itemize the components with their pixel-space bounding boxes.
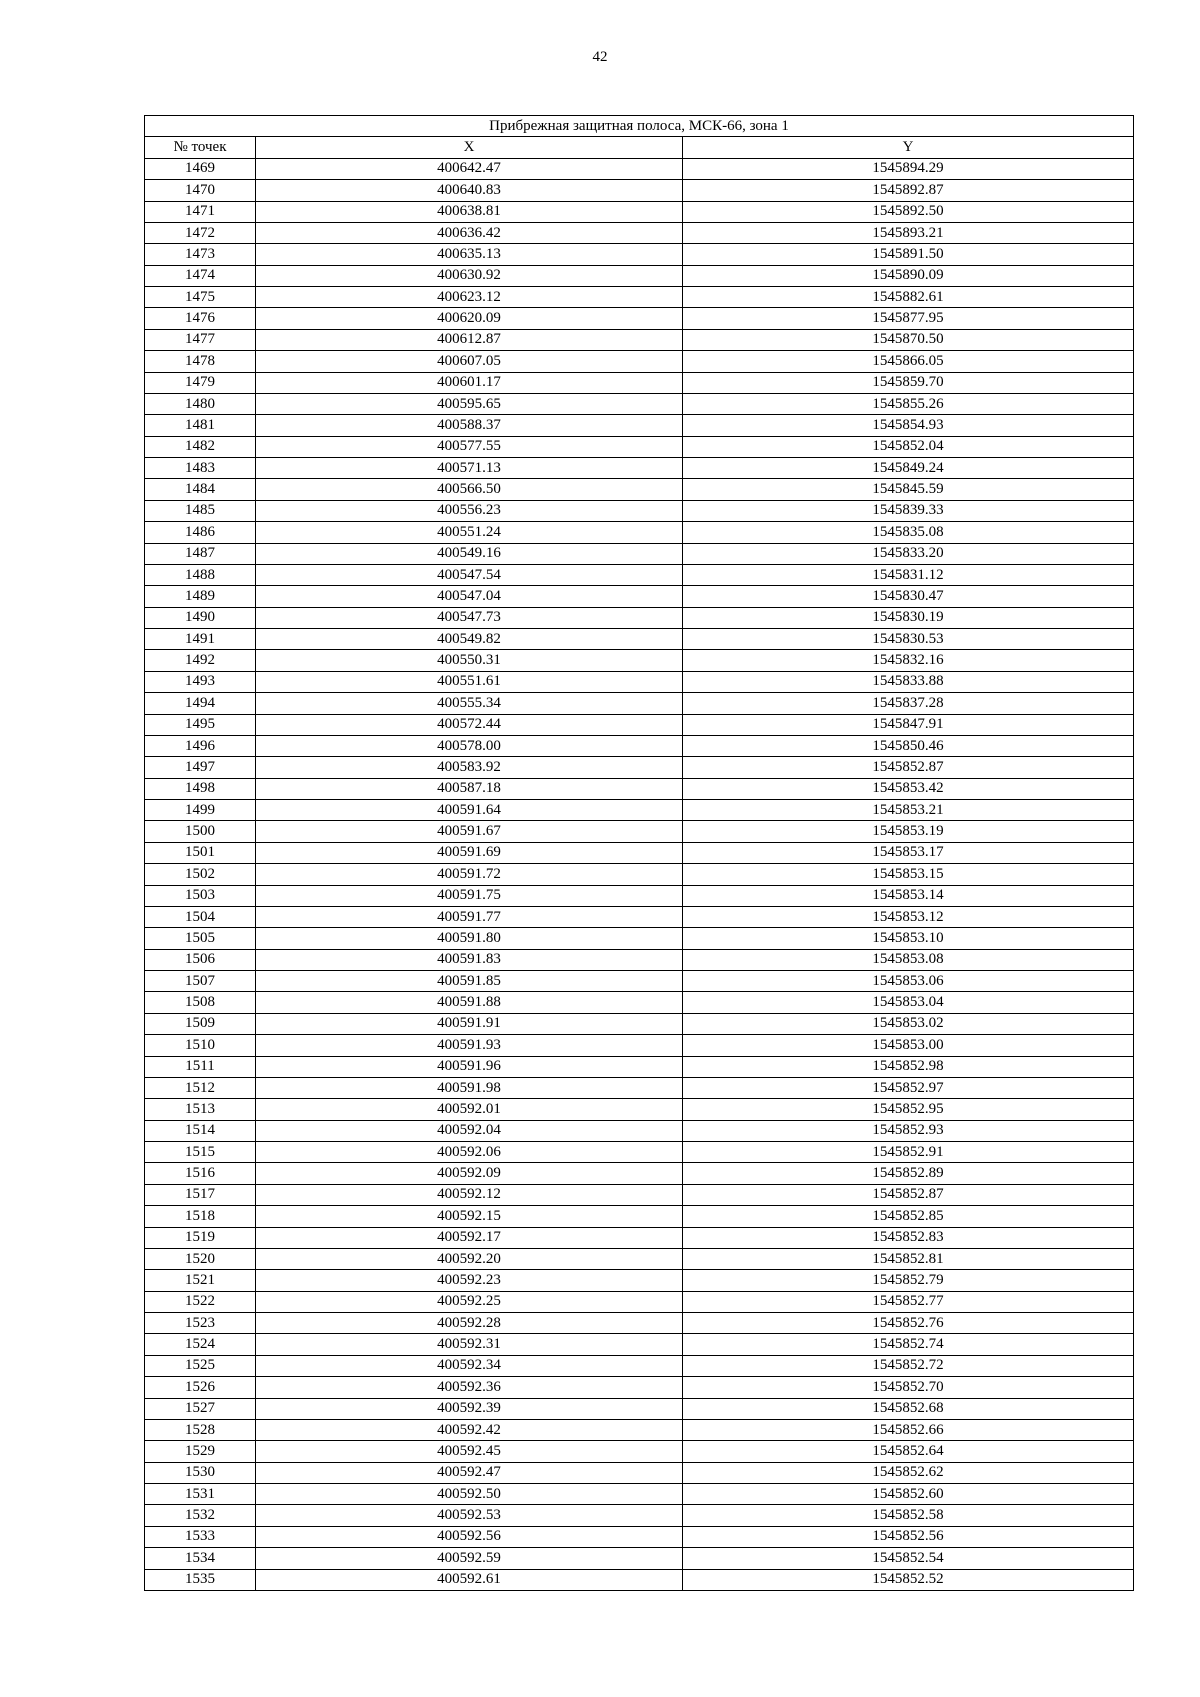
table-row (145, 1548, 1134, 1569)
x-cell: 400607.05 (256, 351, 683, 372)
table-row (145, 458, 1134, 479)
table-row (145, 1206, 1134, 1227)
coordinates-table (144, 115, 1134, 1591)
point-number-cell: 1525 (145, 1355, 256, 1376)
x-cell: 400577.55 (256, 436, 683, 457)
x-cell: 400591.93 (256, 1035, 683, 1056)
y-cell: 1545830.19 (683, 607, 1134, 628)
x-cell: 400549.16 (256, 543, 683, 564)
table-row (145, 1142, 1134, 1163)
point-number-cell: 1520 (145, 1248, 256, 1269)
point-number-cell: 1514 (145, 1120, 256, 1141)
point-number-cell: 1503 (145, 885, 256, 906)
x-cell: 400592.20 (256, 1248, 683, 1269)
table-row (145, 671, 1134, 692)
table-row (145, 778, 1134, 799)
point-number-cell: 1530 (145, 1462, 256, 1483)
table-row (145, 714, 1134, 735)
table-row (145, 992, 1134, 1013)
y-cell: 1545852.85 (683, 1206, 1134, 1227)
y-cell: 1545852.93 (683, 1120, 1134, 1141)
table-row (145, 629, 1134, 650)
table-row (145, 1569, 1134, 1590)
x-cell: 400549.82 (256, 629, 683, 650)
y-cell: 1545852.64 (683, 1441, 1134, 1462)
y-cell: 1545892.87 (683, 180, 1134, 201)
point-number-cell: 1522 (145, 1291, 256, 1312)
table-body (145, 158, 1134, 1590)
x-cell: 400592.31 (256, 1334, 683, 1355)
point-number-cell: 1512 (145, 1077, 256, 1098)
x-cell: 400592.12 (256, 1184, 683, 1205)
table-row (145, 1248, 1134, 1269)
table-row (145, 415, 1134, 436)
table-row (145, 158, 1134, 179)
x-cell: 400547.04 (256, 586, 683, 607)
page-number: 42 (592, 49, 608, 65)
y-cell: 1545892.50 (683, 201, 1134, 222)
x-cell: 400592.61 (256, 1569, 683, 1590)
table-row (145, 885, 1134, 906)
table-row (145, 1355, 1134, 1376)
point-number-cell: 1521 (145, 1270, 256, 1291)
y-cell: 1545852.58 (683, 1505, 1134, 1526)
x-cell: 400591.77 (256, 906, 683, 927)
point-number-cell: 1524 (145, 1334, 256, 1355)
table-row (145, 1077, 1134, 1098)
y-cell: 1545830.47 (683, 586, 1134, 607)
point-number-cell: 1477 (145, 329, 256, 350)
table-row (145, 201, 1134, 222)
x-cell: 400620.09 (256, 308, 683, 329)
x-cell: 400592.39 (256, 1398, 683, 1419)
table-row (145, 1291, 1134, 1312)
x-cell: 400592.34 (256, 1355, 683, 1376)
x-cell: 400592.25 (256, 1291, 683, 1312)
table-row (145, 244, 1134, 265)
x-cell: 400591.88 (256, 992, 683, 1013)
table-row (145, 265, 1134, 286)
point-number-cell: 1487 (145, 543, 256, 564)
y-cell: 1545852.62 (683, 1462, 1134, 1483)
point-number-cell: 1482 (145, 436, 256, 457)
point-number-cell: 1518 (145, 1206, 256, 1227)
y-cell: 1545852.79 (683, 1270, 1134, 1291)
point-number-cell: 1535 (145, 1569, 256, 1590)
y-cell: 1545852.04 (683, 436, 1134, 457)
point-number-cell: 1516 (145, 1163, 256, 1184)
x-cell: 400551.61 (256, 671, 683, 692)
table-row (145, 564, 1134, 585)
x-cell: 400592.45 (256, 1441, 683, 1462)
point-number-cell: 1491 (145, 629, 256, 650)
y-cell: 1545893.21 (683, 222, 1134, 243)
y-cell: 1545882.61 (683, 287, 1134, 308)
y-cell: 1545830.53 (683, 629, 1134, 650)
table-header-row (145, 137, 1134, 158)
x-cell: 400592.50 (256, 1484, 683, 1505)
point-number-cell: 1533 (145, 1526, 256, 1547)
point-number-cell: 1523 (145, 1313, 256, 1334)
table-row (145, 1462, 1134, 1483)
point-number-cell: 1529 (145, 1441, 256, 1462)
table-row (145, 650, 1134, 671)
y-cell: 1545852.87 (683, 1184, 1134, 1205)
y-cell: 1545839.33 (683, 500, 1134, 521)
x-cell: 400591.91 (256, 1013, 683, 1034)
y-cell: 1545855.26 (683, 393, 1134, 414)
point-number-cell: 1497 (145, 757, 256, 778)
y-cell: 1545835.08 (683, 522, 1134, 543)
point-number-cell: 1476 (145, 308, 256, 329)
point-number-cell: 1499 (145, 800, 256, 821)
header-x: X (256, 137, 683, 158)
point-number-cell: 1496 (145, 735, 256, 756)
y-cell: 1545831.12 (683, 564, 1134, 585)
point-number-cell: 1515 (145, 1142, 256, 1163)
x-cell: 400591.98 (256, 1077, 683, 1098)
y-cell: 1545852.77 (683, 1291, 1134, 1312)
y-cell: 1545852.70 (683, 1377, 1134, 1398)
y-cell: 1545850.46 (683, 735, 1134, 756)
y-cell: 1545852.95 (683, 1099, 1134, 1120)
x-cell: 400591.83 (256, 949, 683, 970)
x-cell: 400642.47 (256, 158, 683, 179)
point-number-cell: 1502 (145, 864, 256, 885)
x-cell: 400595.65 (256, 393, 683, 414)
y-cell: 1545890.09 (683, 265, 1134, 286)
point-number-cell: 1469 (145, 158, 256, 179)
y-cell: 1545859.70 (683, 372, 1134, 393)
table-row (145, 586, 1134, 607)
point-number-cell: 1510 (145, 1035, 256, 1056)
x-cell: 400578.00 (256, 735, 683, 756)
y-cell: 1545853.02 (683, 1013, 1134, 1034)
table-row (145, 1441, 1134, 1462)
point-number-cell: 1513 (145, 1099, 256, 1120)
x-cell: 400555.34 (256, 693, 683, 714)
table-row (145, 1484, 1134, 1505)
x-cell: 400591.75 (256, 885, 683, 906)
x-cell: 400592.53 (256, 1505, 683, 1526)
table-row (145, 949, 1134, 970)
y-cell: 1545852.56 (683, 1526, 1134, 1547)
point-number-cell: 1509 (145, 1013, 256, 1034)
point-number-cell: 1494 (145, 693, 256, 714)
y-cell: 1545852.54 (683, 1548, 1134, 1569)
x-cell: 400551.24 (256, 522, 683, 543)
y-cell: 1545853.17 (683, 842, 1134, 863)
x-cell: 400592.42 (256, 1419, 683, 1440)
x-cell: 400571.13 (256, 458, 683, 479)
x-cell: 400591.72 (256, 864, 683, 885)
x-cell: 400592.01 (256, 1099, 683, 1120)
table-row (145, 800, 1134, 821)
table-row (145, 222, 1134, 243)
y-cell: 1545853.19 (683, 821, 1134, 842)
table-row (145, 693, 1134, 714)
y-cell: 1545852.89 (683, 1163, 1134, 1184)
y-cell: 1545832.16 (683, 650, 1134, 671)
x-cell: 400592.06 (256, 1142, 683, 1163)
table-row (145, 372, 1134, 393)
table-row (145, 842, 1134, 863)
x-cell: 400591.85 (256, 971, 683, 992)
point-number-cell: 1472 (145, 222, 256, 243)
point-number-cell: 1489 (145, 586, 256, 607)
point-number-cell: 1495 (145, 714, 256, 735)
table-row (145, 1398, 1134, 1419)
x-cell: 400592.56 (256, 1526, 683, 1547)
y-cell: 1545853.12 (683, 906, 1134, 927)
y-cell: 1545870.50 (683, 329, 1134, 350)
x-cell: 400592.59 (256, 1548, 683, 1569)
y-cell: 1545833.88 (683, 671, 1134, 692)
point-number-cell: 1532 (145, 1505, 256, 1526)
x-cell: 400592.09 (256, 1163, 683, 1184)
x-cell: 400592.04 (256, 1120, 683, 1141)
y-cell: 1545852.60 (683, 1484, 1134, 1505)
point-number-cell: 1506 (145, 949, 256, 970)
table-row (145, 393, 1134, 414)
y-cell: 1545854.93 (683, 415, 1134, 436)
table-row (145, 821, 1134, 842)
x-cell: 400592.23 (256, 1270, 683, 1291)
x-cell: 400591.69 (256, 842, 683, 863)
point-number-cell: 1474 (145, 265, 256, 286)
x-cell: 400566.50 (256, 479, 683, 500)
table-row (145, 1227, 1134, 1248)
y-cell: 1545853.00 (683, 1035, 1134, 1056)
point-number-cell: 1490 (145, 607, 256, 628)
table-row (145, 543, 1134, 564)
x-cell: 400591.67 (256, 821, 683, 842)
x-cell: 400550.31 (256, 650, 683, 671)
y-cell: 1545853.04 (683, 992, 1134, 1013)
table-row (145, 906, 1134, 927)
x-cell: 400640.83 (256, 180, 683, 201)
table-row (145, 1163, 1134, 1184)
y-cell: 1545852.87 (683, 757, 1134, 778)
x-cell: 400591.96 (256, 1056, 683, 1077)
table-title-row (145, 116, 1134, 137)
table-row (145, 757, 1134, 778)
point-number-cell: 1508 (145, 992, 256, 1013)
point-number-cell: 1504 (145, 906, 256, 927)
table-row (145, 1035, 1134, 1056)
point-number-cell: 1498 (145, 778, 256, 799)
point-number-cell: 1505 (145, 928, 256, 949)
x-cell: 400556.23 (256, 500, 683, 521)
table-row (145, 287, 1134, 308)
point-number-cell: 1470 (145, 180, 256, 201)
y-cell: 1545833.20 (683, 543, 1134, 564)
table-row (145, 1334, 1134, 1355)
table-row (145, 522, 1134, 543)
x-cell: 400591.80 (256, 928, 683, 949)
y-cell: 1545853.42 (683, 778, 1134, 799)
table-row (145, 329, 1134, 350)
table-row (145, 864, 1134, 885)
y-cell: 1545853.14 (683, 885, 1134, 906)
y-cell: 1545852.98 (683, 1056, 1134, 1077)
x-cell: 400638.81 (256, 201, 683, 222)
table-row (145, 1120, 1134, 1141)
point-number-cell: 1471 (145, 201, 256, 222)
table-row (145, 436, 1134, 457)
point-number-cell: 1473 (145, 244, 256, 265)
point-number-cell: 1478 (145, 351, 256, 372)
x-cell: 400588.37 (256, 415, 683, 436)
point-number-cell: 1484 (145, 479, 256, 500)
x-cell: 400547.54 (256, 564, 683, 585)
y-cell: 1545853.08 (683, 949, 1134, 970)
y-cell: 1545852.91 (683, 1142, 1134, 1163)
point-number-cell: 1480 (145, 393, 256, 414)
point-number-cell: 1527 (145, 1398, 256, 1419)
x-cell: 400592.36 (256, 1377, 683, 1398)
table-row (145, 1419, 1134, 1440)
table-row (145, 180, 1134, 201)
point-number-cell: 1528 (145, 1419, 256, 1440)
table-row (145, 607, 1134, 628)
point-number-cell: 1485 (145, 500, 256, 521)
table-row (145, 479, 1134, 500)
y-cell: 1545853.21 (683, 800, 1134, 821)
table-row (145, 1377, 1134, 1398)
x-cell: 400592.28 (256, 1313, 683, 1334)
y-cell: 1545853.15 (683, 864, 1134, 885)
x-cell: 400592.15 (256, 1206, 683, 1227)
y-cell: 1545852.66 (683, 1419, 1134, 1440)
x-cell: 400572.44 (256, 714, 683, 735)
point-number-cell: 1531 (145, 1484, 256, 1505)
y-cell: 1545847.91 (683, 714, 1134, 735)
table-row (145, 735, 1134, 756)
x-cell: 400592.17 (256, 1227, 683, 1248)
y-cell: 1545852.97 (683, 1077, 1134, 1098)
y-cell: 1545852.68 (683, 1398, 1134, 1419)
x-cell: 400587.18 (256, 778, 683, 799)
point-number-cell: 1511 (145, 1056, 256, 1077)
y-cell: 1545853.10 (683, 928, 1134, 949)
x-cell: 400630.92 (256, 265, 683, 286)
table-row (145, 1270, 1134, 1291)
y-cell: 1545866.05 (683, 351, 1134, 372)
point-number-cell: 1517 (145, 1184, 256, 1205)
x-cell: 400547.73 (256, 607, 683, 628)
table-row (145, 308, 1134, 329)
x-cell: 400636.42 (256, 222, 683, 243)
x-cell: 400601.17 (256, 372, 683, 393)
table-row (145, 1184, 1134, 1205)
y-cell: 1545894.29 (683, 158, 1134, 179)
y-cell: 1545837.28 (683, 693, 1134, 714)
table-row (145, 928, 1134, 949)
x-cell: 400591.64 (256, 800, 683, 821)
table-row (145, 500, 1134, 521)
table-row (145, 1526, 1134, 1547)
y-cell: 1545852.83 (683, 1227, 1134, 1248)
point-number-cell: 1475 (145, 287, 256, 308)
point-number-cell: 1481 (145, 415, 256, 436)
x-cell: 400635.13 (256, 244, 683, 265)
point-number-cell: 1519 (145, 1227, 256, 1248)
table-row (145, 971, 1134, 992)
header-y: Y (683, 137, 1134, 158)
header-point-number: № точек (145, 137, 256, 158)
point-number-cell: 1488 (145, 564, 256, 585)
y-cell: 1545852.74 (683, 1334, 1134, 1355)
y-cell: 1545852.76 (683, 1313, 1134, 1334)
point-number-cell: 1534 (145, 1548, 256, 1569)
table-row (145, 1505, 1134, 1526)
x-cell: 400623.12 (256, 287, 683, 308)
table-row (145, 1013, 1134, 1034)
y-cell: 1545853.06 (683, 971, 1134, 992)
point-number-cell: 1479 (145, 372, 256, 393)
y-cell: 1545845.59 (683, 479, 1134, 500)
point-number-cell: 1500 (145, 821, 256, 842)
point-number-cell: 1493 (145, 671, 256, 692)
point-number-cell: 1501 (145, 842, 256, 863)
x-cell: 400612.87 (256, 329, 683, 350)
table-title: Прибрежная защитная полоса, МСК-66, зона 1 (145, 116, 1134, 137)
y-cell: 1545877.95 (683, 308, 1134, 329)
x-cell: 400592.47 (256, 1462, 683, 1483)
table-row (145, 351, 1134, 372)
y-cell: 1545852.52 (683, 1569, 1134, 1590)
table-row (145, 1313, 1134, 1334)
x-cell: 400583.92 (256, 757, 683, 778)
y-cell: 1545849.24 (683, 458, 1134, 479)
y-cell: 1545891.50 (683, 244, 1134, 265)
table-row (145, 1099, 1134, 1120)
point-number-cell: 1483 (145, 458, 256, 479)
y-cell: 1545852.72 (683, 1355, 1134, 1376)
point-number-cell: 1492 (145, 650, 256, 671)
y-cell: 1545852.81 (683, 1248, 1134, 1269)
table-row (145, 1056, 1134, 1077)
point-number-cell: 1526 (145, 1377, 256, 1398)
point-number-cell: 1507 (145, 971, 256, 992)
point-number-cell: 1486 (145, 522, 256, 543)
